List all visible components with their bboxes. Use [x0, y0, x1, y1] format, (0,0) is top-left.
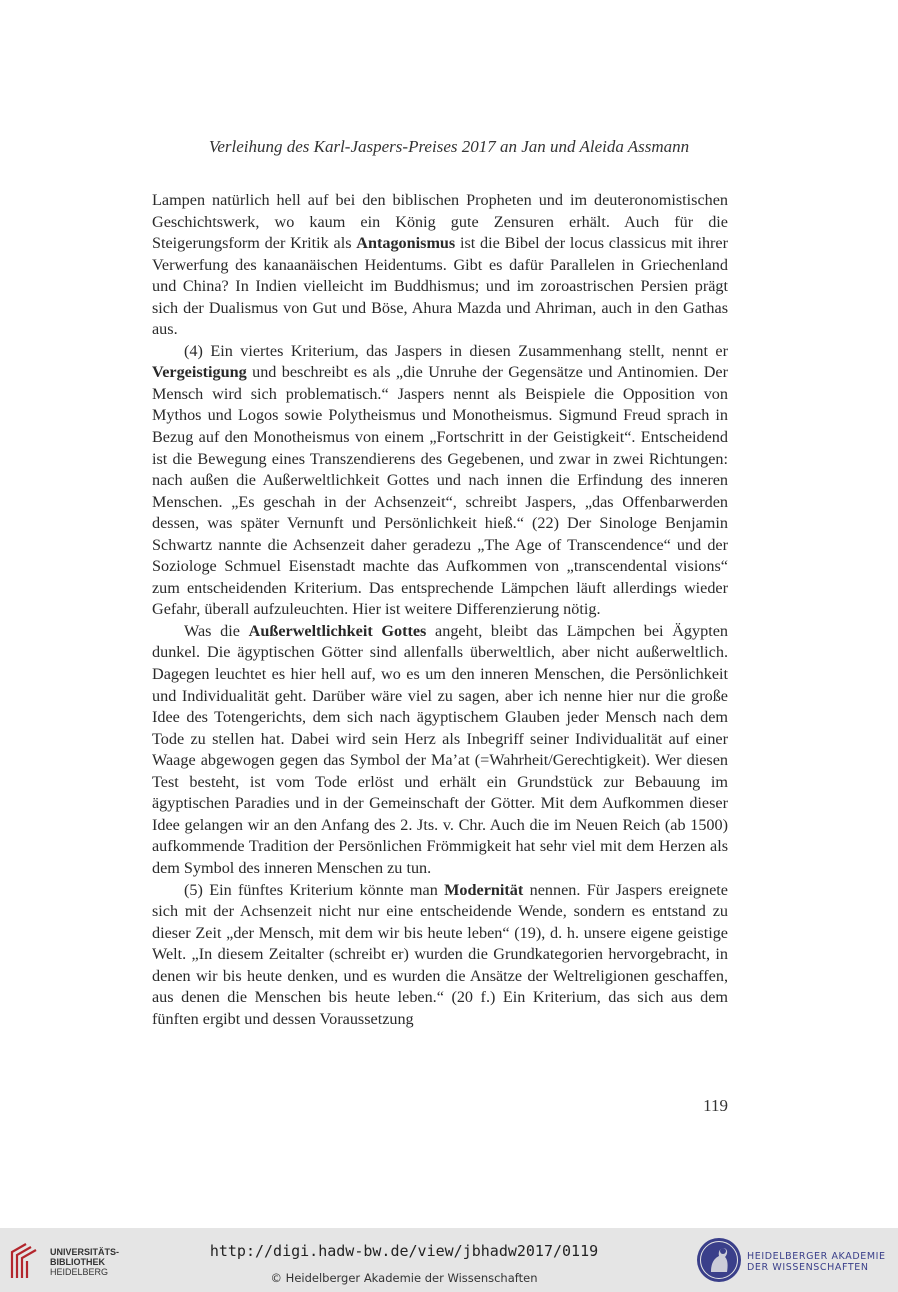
term-modernitaet: Modernität: [444, 880, 524, 899]
footer-bar: [0, 1228, 898, 1292]
running-head: Verleihung des Karl-Jaspers-Preises 2017 an Jan und Aleida Assmann: [208, 137, 690, 156]
academy-logo[interactable]: [695, 1234, 895, 1286]
academy-seal-icon: [695, 1234, 743, 1286]
permalink-url[interactable]: http://digi.hadw-bw.de/view/jbhadw2017/0119: [209, 1242, 599, 1260]
paragraph-3: Was die Außerweltlichkeit Gottes angeht, bleibt das Lämpchen bei Ägypten dunkel. Die ägyptischen Götter sind allenfalls überweltlich, aber nicht außerweltlich. Dagegen leuchtet es hier hell auf, wo es um den inneren Menschen, die Persönlichkeit und Individualität geht. Darüber wäre viel zu sagen, aber ich nenne hier nur die große Idee des Totengerichts, dem sich nach ägyptischem Glauben jeder Mensch nach dem Tode zu stellen hat. Dabei wird sein Herz als Inbegriff seiner Individualität auf einer Waage abgewogen gegen das Symbol der Ma’at (=Wahrheit/Gerechtigkeit). Wer diesen Test besteht, ist vom Tode erlöst und erhält ein Grundstück zur Bebauung im ägyptischen Paradies und in der Gemeinschaft der Götter. Mit dem Aufkommen dieser Idee gelangen wir an den Anfang des 2. Jts. v. Chr. Auch die im Neuen Reich (ab 1500) aufkommende Tradition der Persönlichen Frömmigkeit hat sehr viel mit dem Herzen als dem Symbol des inneren Menschen zu tun.: [152, 621, 728, 877]
ub-logo-text: UNIVERSITÄTS- BIBLIOTHEK HEIDELBERG: [50, 1247, 120, 1277]
term-antagonismus: Antagonismus: [356, 234, 456, 253]
paragraph-1: Lampen natürlich hell auf bei den biblischen Propheten und im deuteronomistischen Geschichtswerk, wo kaum ein König gute Zensuren erhält. Auch für die Steigerungsform der Kritik als Antagonismus ist die Bibel der locus classicus mit ihrer Verwerfung des kanaanäischen Heidentums. Gibt es dafür Parallelen in Griechenland und China? In Indien vielleicht im Buddhismus; und im zoroastrischen Persien prägt sich der Dualismus von Gut und Böse, Ahura Mazda und Ahriman, auch in den Gathas aus.: [152, 191, 729, 339]
term-ausserweltlichkeit: Außerweltlichkeit Gottes: [248, 621, 427, 640]
body-text: [152, 190, 728, 1030]
academy-logo-text: HEIDELBERGER AKADEMIE DER WISSENSCHAFTEN: [747, 1251, 886, 1273]
paragraph-2: (4) Ein viertes Kriterium, das Jaspers in diesen Zusammenhang stellt, nennt er Vergeistigung und beschreibt es als „die Unruhe der Gegensätze und Antinomien. Der Mensch wird sich problematisch.“ Jaspers nennt als Beispiele die Opposition von Mythos und Logos sowie Polytheismus und Monotheismus. Sigmund Freud sprach in Bezug auf den Monotheismus von einem „Fortschritt in der Geistigkeit“. Entscheidend ist die Bewegung eines Transzendierens des Gegebenen, und zwar in zwei Richtungen: nach außen die Außerweltlichkeit Gottes und nach innen die Erfindung des inneren Menschen. „Es geschah in der Achsenzeit“, schreibt Jaspers, „das Offenbarwerden dessen, was später Vernunft und Persönlichkeit hieß.“ (22) Der Sinologe Benjamin Schwartz nannte die Achsenzeit daher geradezu „The Age of Transcendence“ und der Soziologe Schmuel Eisenstadt machte das Aufkommen von „transcendental visions“ zum entscheidenden Kriterium. Das entsprechende Lämpchen läuft allerdings wieder Gefahr, überall aufzuleuchten. Hier ist weitere Differenzierung nötig.: [152, 341, 728, 619]
paragraph-4: (5) Ein fünftes Kriterium könnte man Modernität nennen. Für Jaspers ereignete sich mit der Achsenzeit nicht nur eine entscheidende Wende, sondern es entstand zu dieser Zeit „der Mensch, mit dem wir bis heute leben“ (19), d. h. unsere eigene geistige Welt. „In diesem Zeitalter (schreibt er) wurden die Grundkategorien hervorgebracht, in denen wir bis heute denken, und es wurden die Ansätze der Weltreligionen geschaffen, aus denen die Menschen bis heute leben.“ (20 f.) Ein Kriterium, das sich aus dem fünften ergibt und dessen Voraussetzung: [152, 880, 728, 1028]
copyright-notice: © Heidelberger Akademie der Wissenschaften: [270, 1271, 538, 1285]
page-number: 119: [703, 1096, 728, 1115]
term-vergeistigung: Vergeistigung: [152, 363, 247, 382]
